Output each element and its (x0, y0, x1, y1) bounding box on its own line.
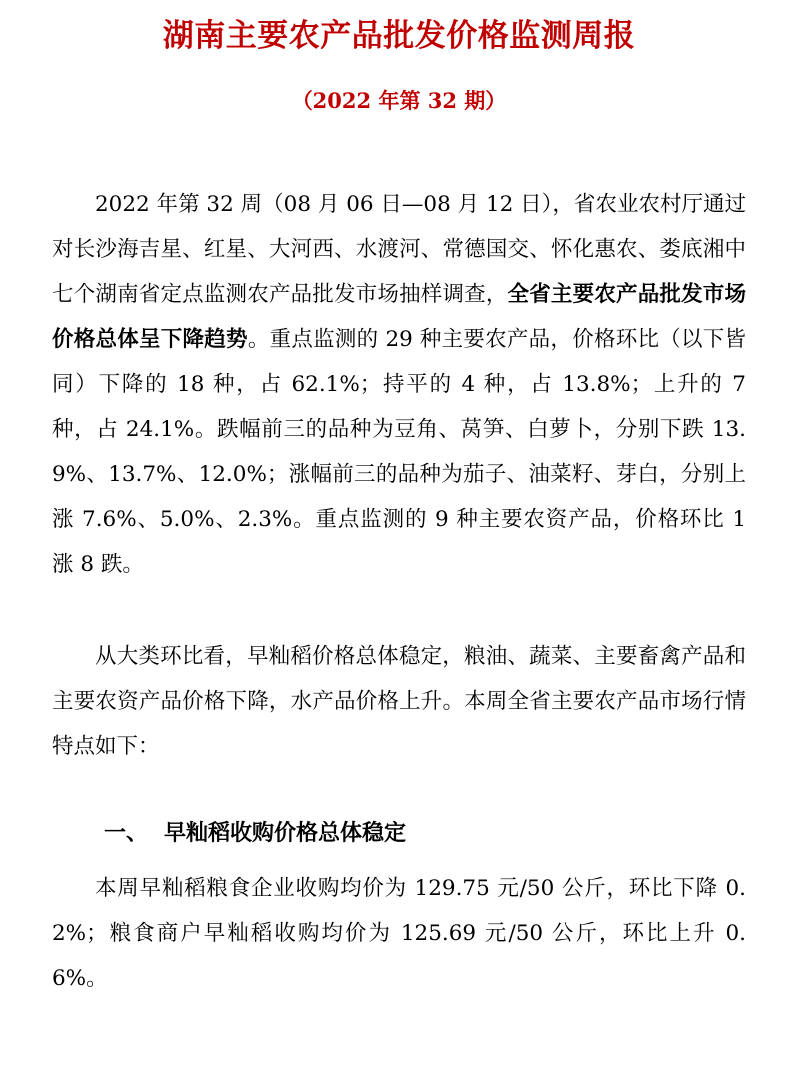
summary-paragraph (52, 182, 746, 587)
category-overview-paragraph: 从大类环比看，早籼稻价格总体稳定，粮油、蔬菜、主要畜禽产品和主要农资产品价格下降，水产品价格上升。本周全省主要农产品市场行情特点如下： (52, 644, 746, 759)
report-title: 湖南主要农产品批发价格监测周报 (162, 18, 636, 54)
summary-block (52, 182, 746, 587)
summary-text-2: 。重点监测的 29 种主要农产品，价格环比（以下皆同）下降的 18 种，占 62.1%；持平的 4 种，占 13.8%；上升的 7 种，占 24.1%。跌幅前三的品种为豆角、莴笋、白萝卜，分别下跌 13.9%、13.7%、12.0%；涨幅前三的品种为茄子、油菜籽、芽白，分别上涨 7.6%、5.0%、2.3%。重点监测的 9 种主要农资产品，价格环比 1 涨 8 跌。 (52, 327, 746, 577)
section-number: 一、 (104, 821, 149, 846)
section-heading-1 (104, 814, 406, 854)
category-overview-block (52, 634, 746, 769)
summary-highlight: 全省主要农产品批发市场价格总体呈下降趋势 (52, 282, 746, 352)
rice-price-block (52, 866, 746, 1001)
summary-text-1: 2022 年第 32 周（08 月 06 日—08 月 12 日），省农业农村厅通过对长沙海吉星、红星、大河西、水渡河、常德国交、怀化惠农、娄底湘中七个湖南省定点监测农产品批发市场抽样调查， (52, 192, 746, 307)
section-title: 早籼稻收购价格总体稳定 (164, 821, 407, 846)
issue-number: （2022 年第 32 期） (291, 88, 507, 113)
rice-price-paragraph: 本周早籼稻粮食企业收购均价为 129.75 元/50 公斤，环比下降 0.2%；粮食商户早籼稻收购均价为 125.69 元/50 公斤，环比上升 0.6%。 (52, 876, 746, 991)
